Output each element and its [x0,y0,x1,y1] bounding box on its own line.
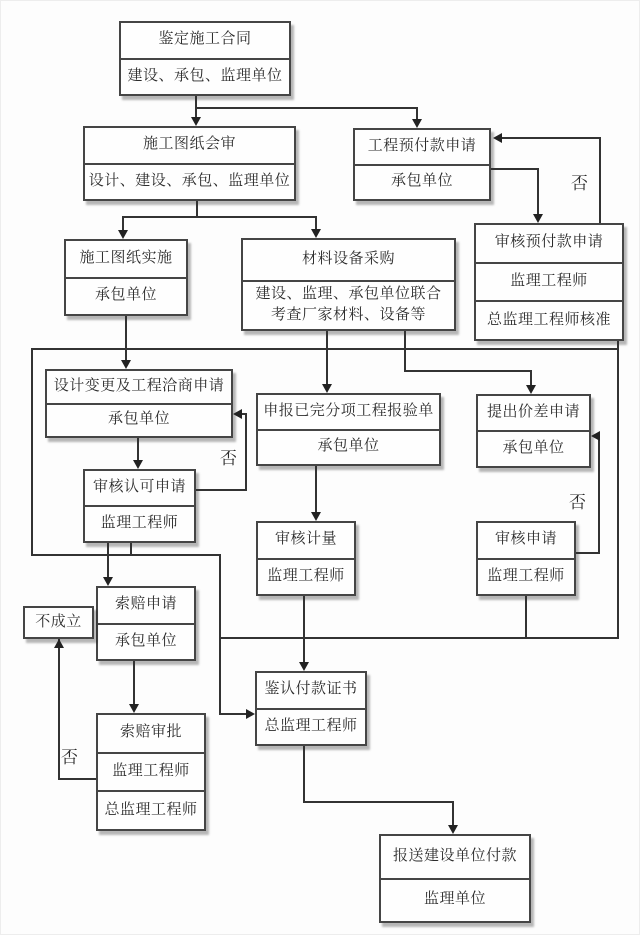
node-prepay-review-approver: 总监理工程师核准 [476,300,622,339]
connector-line [245,414,247,491]
arrowhead-left-icon [233,409,242,419]
connector-line [133,661,135,706]
node-contract-party: 建设、承包、监理单位 [121,58,289,95]
node-drawing-review-party: 设计、建设、承包、监理单位 [85,163,294,200]
node-price-diff-title: 提出价差申请 [486,404,580,421]
node-review-approve-party: 监理工程师 [85,505,194,541]
node-drawing-impl [64,239,188,316]
node-send-payment-party: 监理单位 [381,878,529,922]
arrowhead-down-icon [121,360,131,369]
arrowhead-down-icon [412,119,422,128]
arrowhead-down-icon [191,117,201,126]
connector-line [404,331,406,372]
node-prepay-review-title: 审核预付款申请 [494,234,604,251]
arrowhead-down-icon [133,460,143,469]
connector-line [195,107,418,109]
arrowhead-down-icon [103,577,113,586]
node-design-change [45,369,233,438]
node-design-change-party: 承包单位 [47,403,231,437]
connector-line [598,436,600,554]
connector-line [59,778,96,780]
node-drawing-impl-party: 承包单位 [66,277,186,315]
node-prepay-apply-title: 工程预付款申请 [367,137,477,154]
connector-line [122,216,124,231]
node-report-sheet-party: 承包单位 [258,429,439,465]
node-send-payment [379,834,531,923]
connector-line [501,137,601,139]
connector-line [303,596,305,663]
connector-line [404,370,532,372]
arrowhead-up-icon [54,639,64,648]
node-contract-title: 鉴定施工合同 [158,31,252,48]
node-review-apply-title: 审核申请 [494,531,557,548]
node-material-title: 材料设备采购 [301,250,395,267]
node-not-established-title: 不成立 [35,613,82,630]
node-report-sheet [256,393,441,466]
node-drawing-review-title: 施工图纸会审 [142,136,236,153]
node-review-apply-party: 监理工程师 [478,558,574,595]
node-review-approve-title: 审核认可申请 [92,479,186,496]
arrowhead-down-icon [299,662,309,671]
node-send-payment-title: 报送建设单位付款 [392,847,517,864]
arrowhead-right-icon [246,709,255,719]
connector-line [31,554,221,556]
connector-line [123,216,317,218]
node-material-party: 建设、监理、承包单位联合考查厂家材料、设备等 [243,280,454,330]
node-claim-review-approver: 总监理工程师 [98,790,204,829]
connector-line [31,348,619,350]
node-drawing-impl-title: 施工图纸实施 [79,249,173,266]
edge-label-no: 否 [569,493,587,512]
node-price-diff [476,394,591,468]
node-report-sheet-title: 申报已完分项工程报验单 [263,402,434,419]
node-design-change-title: 设计变更及工程洽商申请 [53,377,225,394]
connector-line [525,596,527,639]
node-payment-cert-title: 鉴认付款证书 [264,681,358,698]
edge-label-no: 否 [220,449,238,468]
connector-line [576,552,600,554]
connector-line [107,543,109,579]
connector-line [617,341,619,639]
connector-line [491,168,539,170]
connector-line [315,466,317,514]
connector-line [599,138,601,223]
node-claim-apply [96,586,196,661]
connector-line [31,348,33,556]
connector-line [537,168,539,215]
connector-line [137,438,139,462]
node-claim-apply-title: 索赔申请 [114,596,177,613]
arrowhead-down-icon [311,512,321,521]
node-claim-review-title: 索赔审批 [119,724,182,741]
node-review-approve [83,469,196,543]
connector-line [130,543,132,556]
connector-line [196,489,247,491]
arrowhead-down-icon [129,704,139,713]
node-price-diff-party: 承包单位 [478,430,589,466]
arrowhead-down-icon [311,229,321,238]
arrowhead-down-icon [448,825,458,834]
edge-label-no: 否 [61,748,79,767]
connector-line [303,801,454,803]
connector-line [196,201,198,217]
arrowhead-down-icon [322,384,332,393]
node-payment-cert-party: 总监理工程师 [257,708,365,745]
node-payment-cert [255,671,367,746]
node-not-established [23,606,94,639]
node-material [241,238,456,331]
connector-line [315,216,317,230]
arrowhead-down-icon [526,385,536,394]
node-review-measure [256,521,356,596]
connector-line [125,316,127,362]
arrowhead-left-icon [493,133,502,143]
node-claim-review-party: 监理工程师 [98,752,204,791]
node-contract [119,21,291,96]
node-review-measure-title: 审核计量 [274,531,337,548]
connector-line [303,746,305,803]
node-prepay-apply-party: 承包单位 [355,164,489,200]
node-prepay-apply [353,128,491,201]
edge-label-no: 否 [571,174,589,193]
connector-line [219,637,619,639]
node-prepay-review [474,223,624,341]
node-review-apply [476,521,576,596]
arrowhead-left-icon [591,431,600,441]
node-claim-apply-party: 承包单位 [98,623,194,660]
node-prepay-review-party: 监理工程师 [476,262,622,301]
node-drawing-review [83,126,296,201]
connector-line [58,639,60,780]
connector-line [326,331,328,387]
arrowhead-down-icon [118,230,128,239]
connector-line [452,801,454,826]
connector-line [219,554,221,715]
node-claim-review [96,713,206,831]
arrowhead-down-icon [533,214,543,223]
connector-line [219,713,248,715]
node-review-measure-party: 监理工程师 [258,558,354,595]
